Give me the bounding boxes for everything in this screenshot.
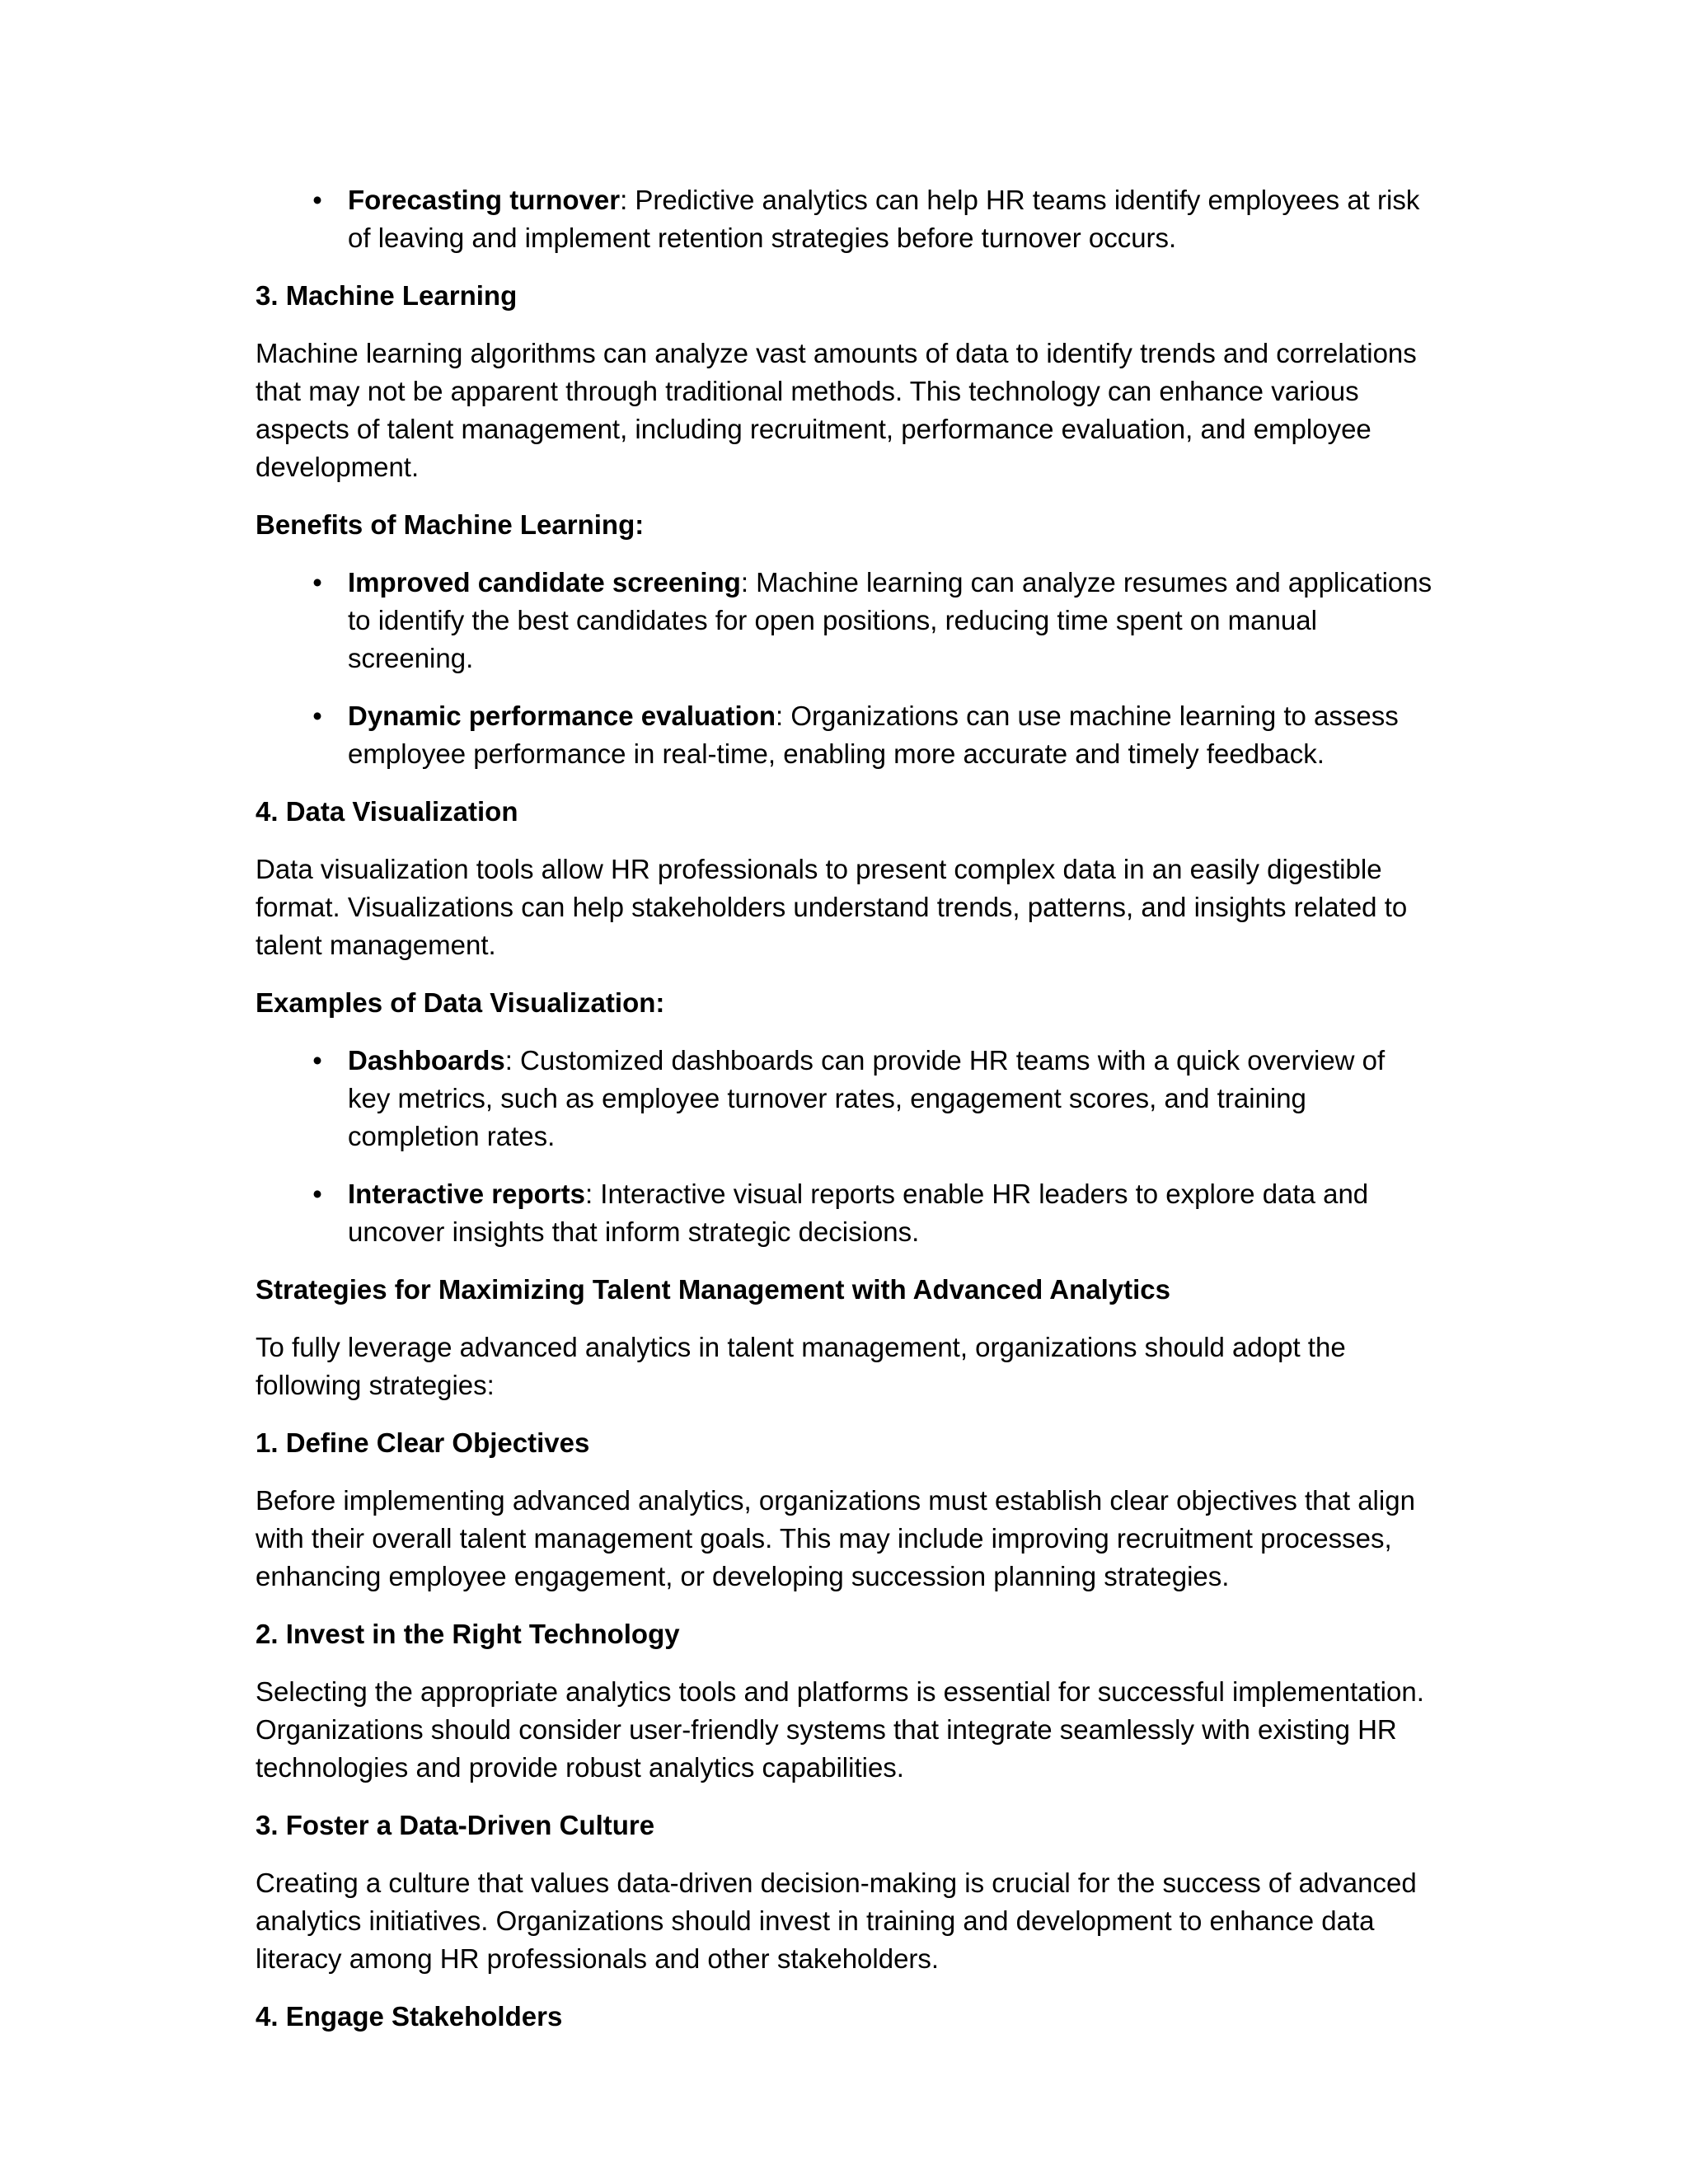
bullet-dot: • (312, 1179, 322, 1209)
paragraph-strategies-intro: To fully leverage advanced analytics in talent management, organizations should adopt the following strategies: (256, 1332, 1346, 1400)
bullet-text: : Organizations can use machine learning to assess employee performance in real-time, enabling more accurate and timely feedback. (348, 701, 1399, 769)
bullet-forecasting-turnover (256, 181, 1434, 257)
bullet-dynamic-performance-evaluation (256, 697, 1434, 773)
bullet-term: Forecasting turnover (348, 185, 621, 215)
bullet-text: : Predictive analytics can help HR teams identify employees at risk of leaving and implement retention strategies before turnover occurs. (348, 185, 1420, 253)
bullet-improved-candidate-screening (256, 564, 1434, 677)
paragraph-invest-right-technology: Selecting the appropriate analytics tools and platforms is essential for successful implementation. Organizations should consider user-friendly systems that integrate seamlessly with existing HR technologies and provide robust analytics capabilities. (256, 1676, 1424, 1783)
bullet-dot: • (312, 567, 322, 598)
bullet-dot: • (312, 1045, 322, 1076)
bullet-interactive-reports (256, 1175, 1434, 1251)
heading-foster-data-driven-culture: 3. Foster a Data-Driven Culture (256, 1810, 655, 1840)
bullet-dot: • (312, 185, 322, 215)
bullet-text: : Machine learning can analyze resumes and applications to identify the best candidates for open positions, reducing time spent on manual screening. (348, 567, 1432, 673)
bullet-text: : Customized dashboards can provide HR teams with a quick overview of key metrics, such as employee turnover rates, engagement scores, and training completion rates. (348, 1045, 1386, 1151)
section-heading-strategies: Strategies for Maximizing Talent Management with Advanced Analytics (256, 1274, 1171, 1305)
bullet-dashboards (256, 1042, 1434, 1155)
bullet-term: Dynamic performance evaluation (348, 701, 776, 731)
subheading-examples-data-visualization: Examples of Data Visualization: (256, 987, 665, 1018)
document-page (256, 181, 1434, 2055)
bullet-text: : Interactive visual reports enable HR leaders to explore data and uncover insights that inform strategic decisions. (348, 1179, 1369, 1247)
heading-invest-right-technology: 2. Invest in the Right Technology (256, 1619, 680, 1649)
heading-engage-stakeholders: 4. Engage Stakeholders (256, 2001, 563, 2032)
bullet-term: Interactive reports (348, 1179, 585, 1209)
paragraph-data-visualization: Data visualization tools allow HR professionals to present complex data in an easily digestible format. Visualizations can help stakeholders understand trends, patterns, and insights related to talent management. (256, 854, 1408, 960)
paragraph-define-clear-objectives: Before implementing advanced analytics, organizations must establish clear objectives that align with their overall talent management goals. This may include improving recruitment processes, enhancing employee engagement, or developing succession planning strategies. (256, 1485, 1415, 1591)
bullet-term: Improved candidate screening (348, 567, 741, 598)
heading-define-clear-objectives: 1. Define Clear Objectives (256, 1427, 590, 1458)
section-heading-data-visualization: 4. Data Visualization (256, 796, 518, 827)
bullet-term: Dashboards (348, 1045, 505, 1076)
section-heading-machine-learning: 3. Machine Learning (256, 280, 518, 311)
subheading-benefits-machine-learning: Benefits of Machine Learning: (256, 509, 645, 540)
paragraph-foster-data-driven-culture: Creating a culture that values data-driven decision-making is crucial for the success of advanced analytics initiatives. Organizations should invest in training and development to enhance data literacy among HR professionals and other stakeholders. (256, 1868, 1417, 1974)
paragraph-machine-learning: Machine learning algorithms can analyze vast amounts of data to identify trends and correlations that may not be apparent through traditional methods. This technology can enhance various aspects of talent management, including recruitment, performance evaluation, and employee development. (256, 338, 1417, 482)
bullet-dot: • (312, 701, 322, 731)
